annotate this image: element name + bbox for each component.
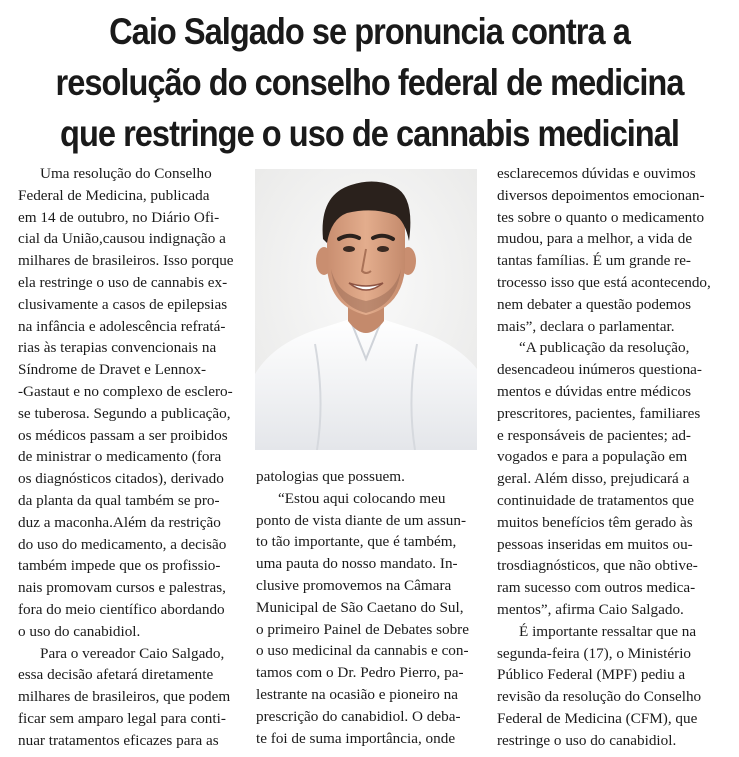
headline-line: resolução do conselho federal de medicina	[55, 62, 684, 103]
article-line: os diagnósticos citados), derivado	[18, 470, 224, 488]
article-line: prescrição do canabidiol. O deba-	[256, 707, 461, 725]
article-line: “Estou aqui colocando meu	[278, 489, 446, 507]
article-line: fora do meio científico abordando	[18, 601, 225, 618]
article-line: clusivamente a casos de epilepsias	[18, 295, 228, 313]
article-line: da planta da qual também se pro-	[18, 492, 220, 509]
article-line: Uma resolução do Conselho	[40, 165, 212, 182]
article-line: clusive promovemos na Câmara	[256, 577, 452, 594]
portrait-photo	[255, 169, 477, 450]
article-line: Para o vereador Caio Salgado,	[40, 644, 225, 662]
article-line: Público Federal (MPF) pediu a	[497, 666, 686, 684]
article-line: em 14 de outubro, no Diário Ofi-	[18, 208, 220, 226]
article-line: milhares de brasileiros, que podem	[18, 688, 231, 706]
article-line: segunda-feira (17), o Ministério	[497, 644, 692, 662]
article-line: restringe o uso do canabidiol.	[497, 731, 677, 749]
article-line: mentos”, afirma Caio Salgado.	[497, 601, 684, 618]
article-line: os médicos passam a ser proibidos	[18, 426, 228, 444]
article-line: o uso medicinal da cannabis e con-	[256, 642, 469, 660]
article-line: cial da União,causou indignação a	[18, 230, 226, 248]
article-line: mentos e dúvidas entre médicos	[497, 383, 692, 400]
article-line: duz a maconha.Além da restrição	[18, 513, 221, 531]
article-line: vogados e para a população em	[497, 448, 688, 466]
article-line: nuar tratamentos eficazes para as	[18, 731, 219, 749]
article-line: ela restringe o uso de cannabis ex-	[18, 274, 228, 291]
article-line: do uso do medicamento, a decisão	[18, 535, 227, 553]
article-line: mais”, declara o parlamentar.	[497, 317, 675, 335]
article-line: e responsáveis de pacientes; ad-	[497, 426, 691, 444]
article-line: desencadeou inúmeros questiona-	[497, 361, 702, 379]
portrait-icon	[255, 169, 477, 450]
article-line: continuidade de tratamentos que	[497, 492, 694, 509]
article-line: patologias que possuem.	[256, 468, 405, 485]
article-line: ram sucesso com outros medica-	[497, 579, 696, 597]
article-line: diversos depoimentos emocionan-	[497, 186, 705, 204]
article-line: prescritores, pacientes, familiares	[497, 404, 701, 422]
article-line: também impede que os profissio-	[18, 557, 221, 575]
headline-line: que restringe o uso de cannabis medicinal	[60, 113, 679, 154]
article-line: Federal de Medicina, publicada	[18, 186, 210, 204]
article-line: te foi de suma importância, onde	[256, 729, 456, 747]
article-line: milhares de brasileiros. Isso porque	[18, 252, 234, 270]
article-line: nais promovam cursos e palestras,	[18, 579, 226, 597]
article-line: trocesso isso que está acontecendo,	[497, 274, 711, 291]
article-line: uma pauta do nosso mandato. In-	[256, 555, 458, 573]
article-line: de ministrar o medicamento (fora	[18, 448, 222, 466]
headline-line: Caio Salgado se pronuncia contra a	[109, 11, 630, 52]
article-line: Federal de Medicina (CFM), que	[497, 710, 698, 727]
article-line: Municipal de São Caetano do Sul,	[256, 598, 464, 616]
article-line: pessoas inseridas em muitos ou-	[497, 535, 693, 553]
article-line: o primeiro Painel de Debates sobre	[256, 620, 469, 638]
headline	[44, 6, 694, 159]
article-line: tes sobre o quanto o medicamento	[497, 208, 705, 226]
article-line: to tão importante, que é também,	[256, 533, 457, 551]
article-line: muitos benefícios têm gerado às	[497, 513, 693, 531]
article-line: lestrante na ocasião e pioneiro na	[256, 686, 458, 703]
article-line: tamos com o Dr. Pedro Pierro, pa-	[256, 664, 464, 682]
article-line: na infância e adolescência refratá-	[18, 317, 226, 335]
article-line: rias às terapias convencionais na	[18, 339, 217, 357]
article-line: nem debater a questão podemos	[497, 295, 691, 313]
article-line: ficar sem amparo legal para conti-	[18, 710, 226, 727]
article-line: esclarecemos dúvidas e ouvimos	[497, 165, 696, 182]
article-line: o uso do canabidiol.	[18, 622, 141, 640]
article-line: trosdiagnósticos, que não obtive-	[497, 557, 698, 575]
article-line: tantas famílias. É um grande re-	[497, 252, 691, 270]
article-line: geral. Além disso, prejudicará a	[497, 470, 690, 488]
article-line: se tuberosa. Segundo a publicação,	[18, 404, 231, 422]
article-line: ponto de vista diante de um assun-	[256, 511, 467, 529]
article-line: -Gastaut e no complexo de esclero-	[18, 383, 233, 400]
article-line: É importante ressaltar que na	[519, 622, 697, 640]
article-line: mudou, para a melhor, a vida de	[497, 230, 693, 248]
article-line: revisão da resolução do Conselho	[497, 688, 702, 706]
article-line: essa decisão afetará diretamente	[18, 666, 214, 684]
article-line: Síndrome de Dravet e Lennox-	[18, 361, 207, 379]
article-line: “A publicação da resolução,	[519, 339, 690, 357]
